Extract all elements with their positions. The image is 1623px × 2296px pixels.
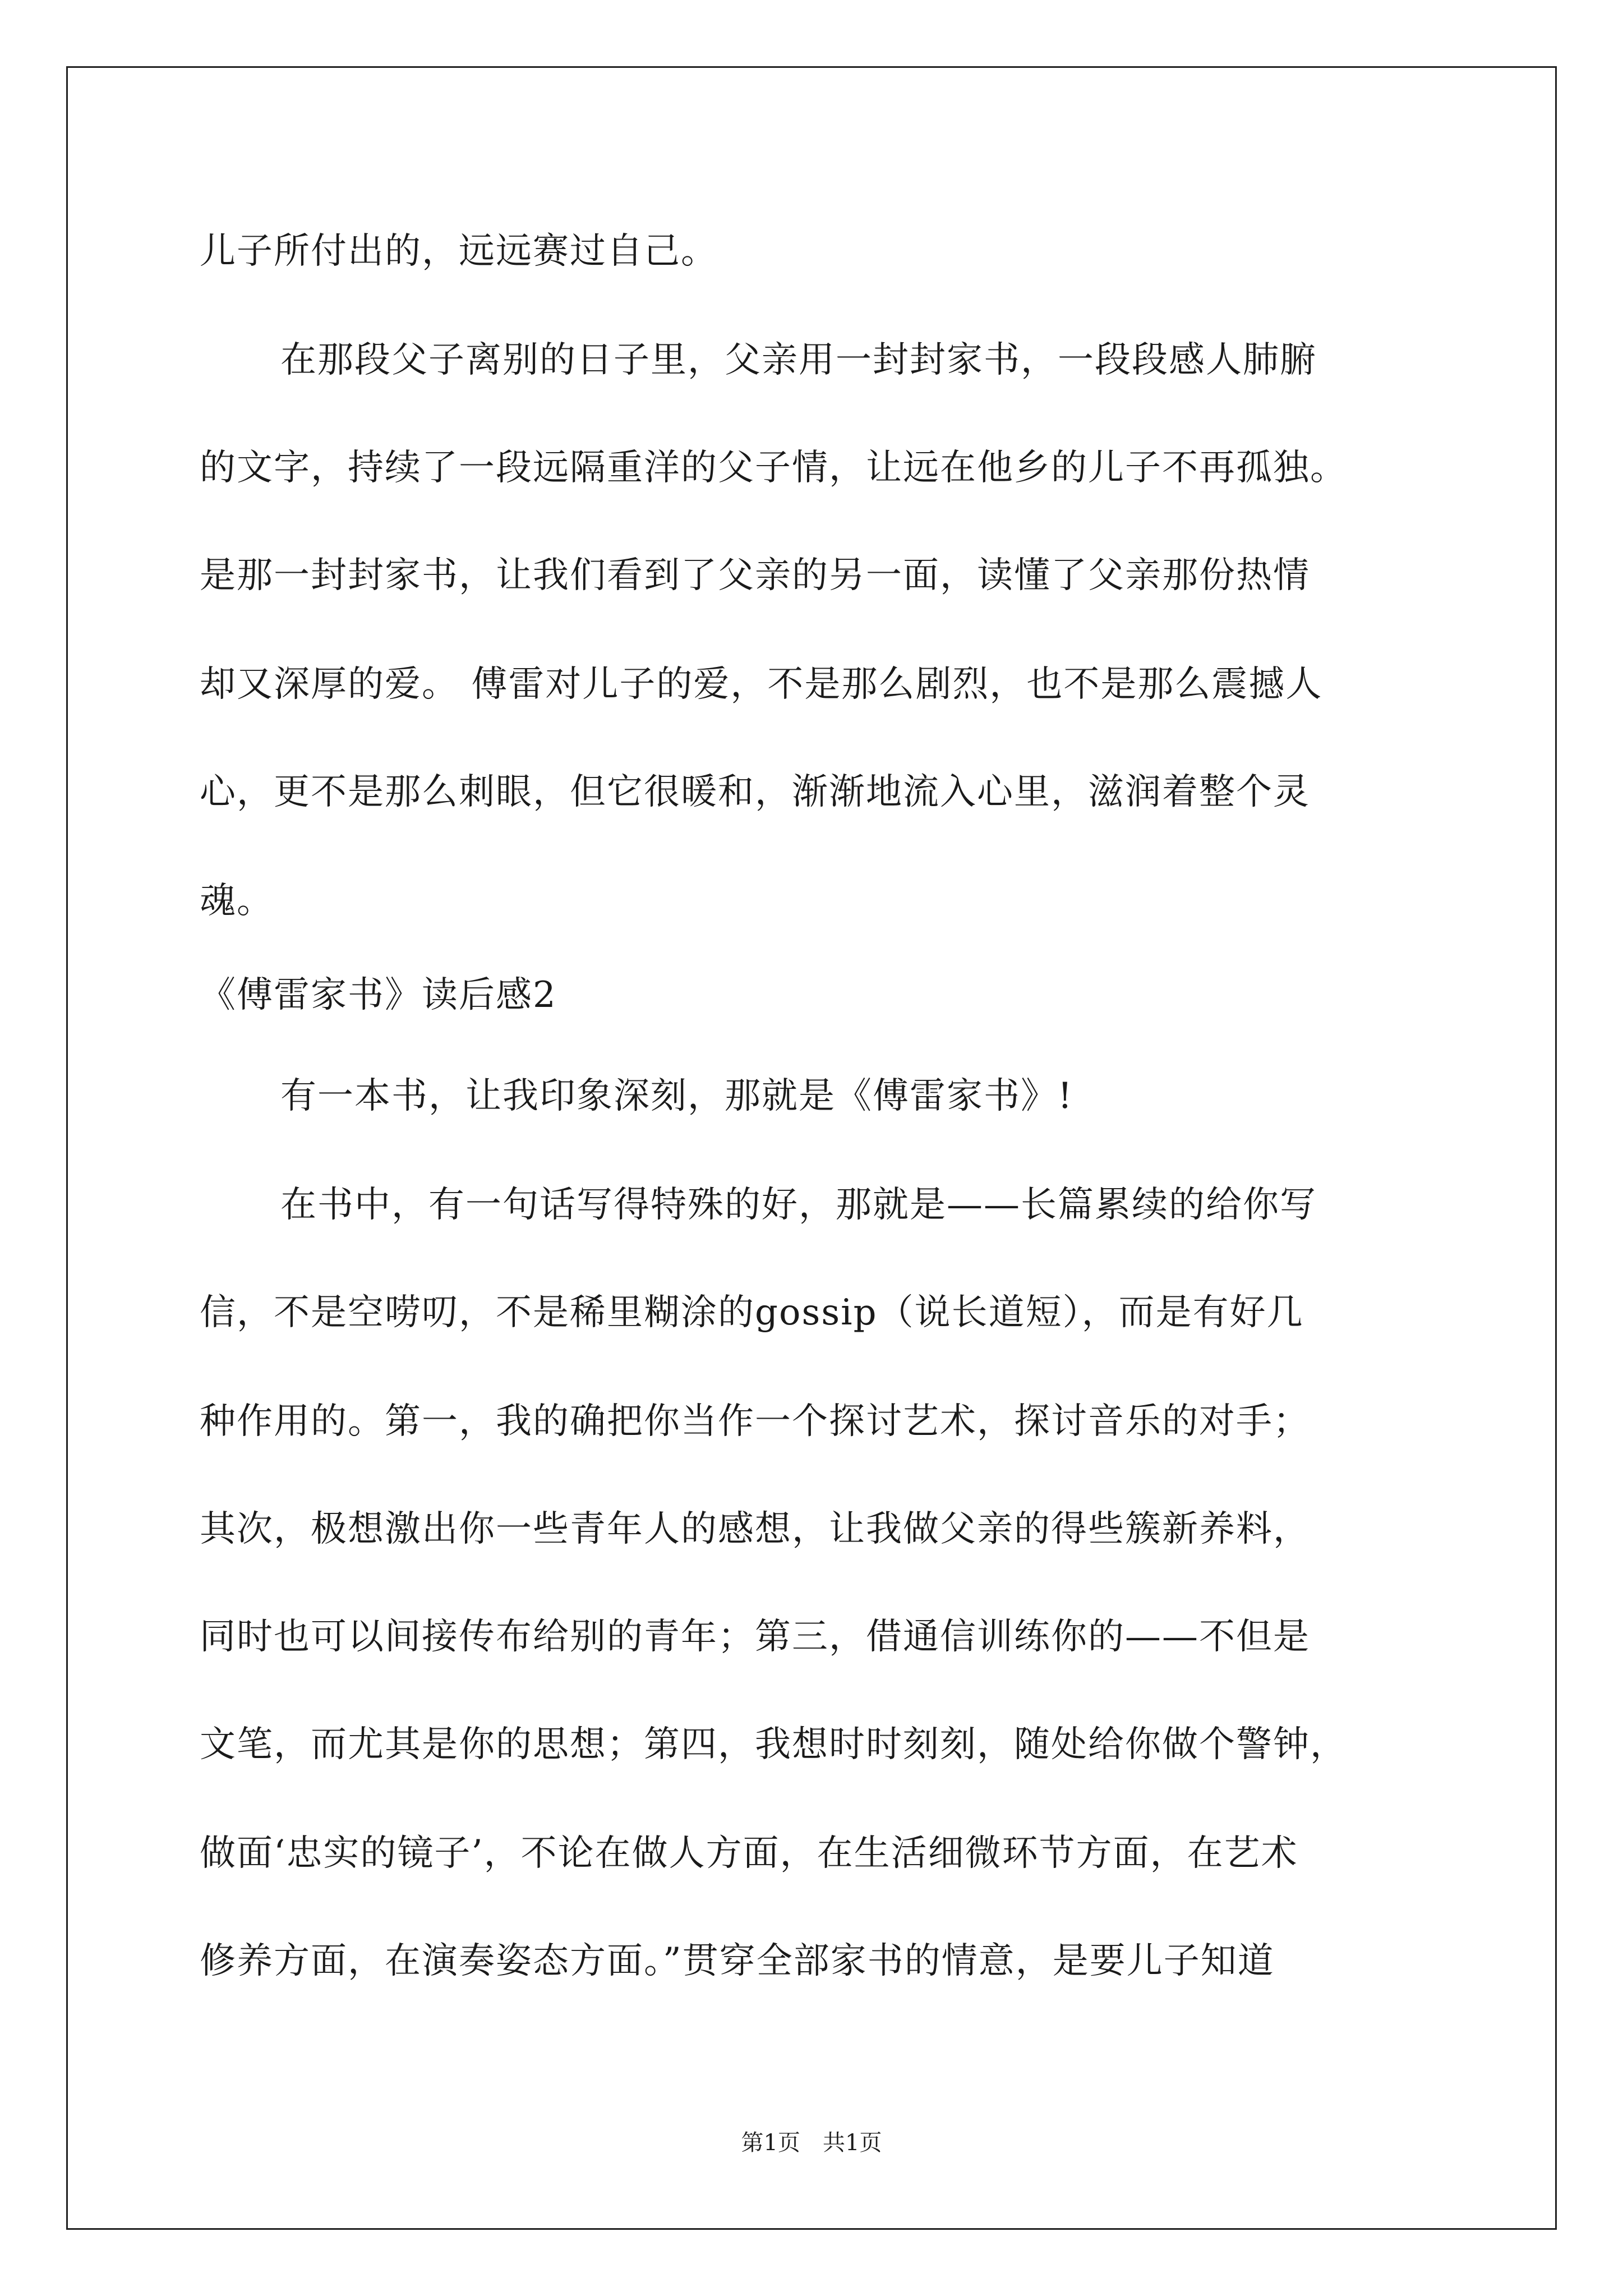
text-line: 文笔，而尤其是你的思想；第四，我想时时刻刻，随处给你做个警钟，: [200, 1724, 1347, 1765]
section-heading: 《傅雷家书》读后感2: [200, 974, 557, 1016]
text-line: 信，不是空唠叨，不是稀里糊涂的gossip（说长道短），而是有好几: [200, 1292, 1304, 1333]
paragraph-start-line: 有一本书，让我印象深刻，那就是《傅雷家书》!: [280, 1075, 1073, 1117]
text-line: 是那一封封家书，让我们看到了父亲的另一面，读懂了父亲那份热情: [200, 555, 1310, 596]
text-line: 种作用的。第一，我的确把你当作一个探讨艺术，探讨音乐的对手；: [200, 1401, 1310, 1442]
text-line: 的文字，持续了一段远隔重洋的父子情，让远在他乡的儿子不再孤独。: [200, 447, 1347, 489]
text-line: 做面‘忠实的镜子’，不论在做人方面，在生活细微环节方面，在艺术: [200, 1833, 1298, 1874]
page-footer: 第1页 共1页: [741, 2130, 882, 2156]
text-line: 却又深厚的爱。 傅雷对儿子的爱，不是那么剧烈，也不是那么震撼人: [200, 664, 1323, 705]
text-line: 同时也可以间接传布给别的青年；第三，借通信训练你的——不但是: [200, 1616, 1310, 1658]
text-line: 魂。: [200, 880, 274, 922]
text-line: 修养方面，在演奏姿态方面。”贯穿全部家书的情意，是要儿子知道: [200, 1940, 1275, 1982]
page-border: [66, 66, 1557, 2230]
text-line: 心，更不是那么刺眼，但它很暖和，渐渐地流入心里，滋润着整个灵: [200, 771, 1310, 813]
paragraph-start-line: 在那段父子离别的日子里，父亲用一封封家书，一段段感人肺腑: [280, 339, 1317, 381]
text-line: 其次，极想激出你一些青年人的感想，让我做父亲的得些簇新养料，: [200, 1508, 1310, 1550]
text-line: 儿子所付出的，远远赛过自己。: [200, 231, 718, 272]
paragraph-start-line: 在书中，有一句话写得特殊的好，那就是——长篇累续的给你写: [280, 1184, 1317, 1226]
